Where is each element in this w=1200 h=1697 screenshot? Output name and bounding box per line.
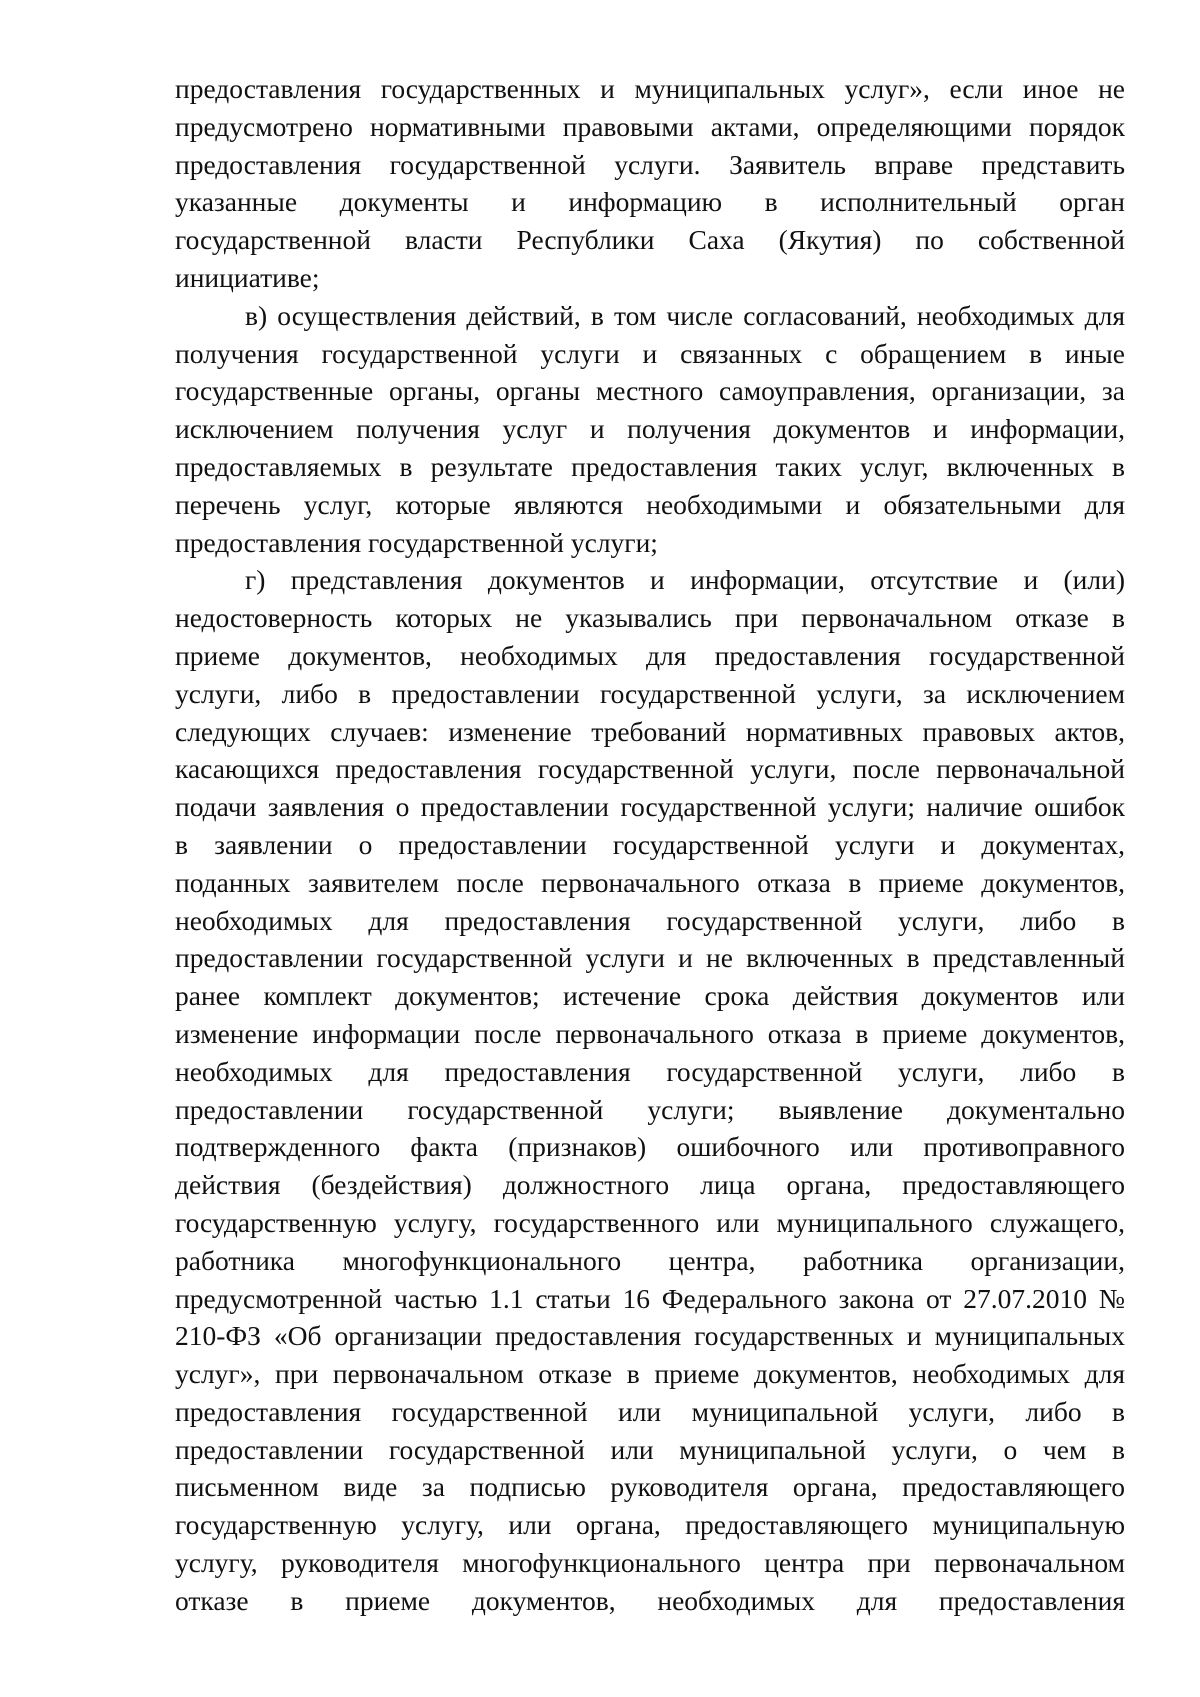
text-line: инициативе; <box>175 261 320 293</box>
text-line: предоставлении государственной услуги и не включенных в представленный <box>175 942 1125 974</box>
text-line: необходимых для предоставления государственной услуги, либо в <box>175 1055 1125 1087</box>
paragraph-v-first-line: в) осуществления действий, в том числе согласований, необходимых для <box>245 299 1125 331</box>
text-line: предоставлении государственной или муниципальной услуги, о чем в <box>175 1433 1125 1465</box>
text-line: услуг», при первоначальном отказе в приеме документов, необходимых для <box>175 1358 1125 1390</box>
text-line: в заявлении о предоставлении государственной услуги и документах, <box>175 828 1125 860</box>
text-line: недостоверность которых не указывались при первоначальном отказе в <box>175 602 1125 634</box>
text-line: предоставления государственной или муниципальной услуги, либо в <box>175 1395 1125 1427</box>
text-line: государственную услугу, или органа, предоставляющего муниципальную <box>175 1509 1125 1541</box>
text-line: исключением получения услуг и получения документов и информации, <box>175 413 1125 445</box>
text-line: изменение информации после первоначального отказа в приеме документов, <box>175 1017 1125 1049</box>
text-line: следующих случаев: изменение требований нормативных правовых актов, <box>175 715 1125 747</box>
text-line: необходимых для предоставления государственной услуги, либо в <box>175 904 1125 936</box>
text-line: поданных заявителем после первоначального отказа в приеме документов, <box>175 866 1125 898</box>
text-line: предоставления государственной услуги; <box>175 526 658 558</box>
text-line: касающихся предоставления государственной услуги, после первоначальной <box>175 753 1125 785</box>
text-line: подтвержденного факта (признаков) ошибочного или противоправного <box>175 1131 1125 1163</box>
text-line: предоставляемых в результате предоставления таких услуг, включенных в <box>175 450 1125 482</box>
text-line: работника многофункционального центра, работника организации, <box>175 1244 1125 1276</box>
text-line: приеме документов, необходимых для предоставления государственной <box>175 639 1125 671</box>
text-line: государственной власти Республики Саха (Якутия) по собственной <box>175 224 1125 256</box>
text-line: предоставления государственных и муниципальных услуг», если иное не <box>175 73 1125 104</box>
text-line: услуги, либо в предоставлении государственной услуги, за исключением <box>175 677 1125 709</box>
text-line: действия (бездействия) должностного лица органа, предоставляющего <box>175 1169 1125 1201</box>
text-line: получения государственной услуги и связанных с обращением в иные <box>175 337 1125 369</box>
document-body <box>175 70 1125 1620</box>
text-line: предоставления государственной услуги. Заявитель вправе представить <box>175 148 1125 180</box>
text-line: ранее комплект документов; истечение срока действия документов или <box>175 980 1125 1012</box>
text-line: подачи заявления о предоставлении государственной услуги; наличие ошибок <box>175 791 1125 823</box>
text-line: государственные органы, органы местного самоуправления, организации, за <box>175 375 1125 407</box>
text-line: указанные документы и информацию в исполнительный орган <box>175 186 1125 218</box>
text-line: услугу, руководителя многофункционального центра при первоначальном <box>175 1547 1125 1579</box>
paragraph-g-first-line: г) представления документов и информации, отсутствие и (или) <box>245 564 1125 596</box>
text-line: государственную услугу, государственного или муниципального служащего, <box>175 1206 1125 1238</box>
text-line: письменном виде за подписью руководителя органа, предоставляющего <box>175 1471 1125 1503</box>
text-line: перечень услуг, которые являются необходимыми и обязательными для <box>175 488 1125 520</box>
text-line: 210-ФЗ «Об организации предоставления государственных и муниципальных <box>175 1320 1125 1352</box>
text-line: предоставлении государственной услуги; выявление документально <box>175 1093 1125 1125</box>
text-line: отказе в приеме документов, необходимых для предоставления <box>175 1584 1125 1616</box>
text-line: предусмотрено нормативными правовыми актами, определяющими порядок <box>175 110 1125 142</box>
text-line: предусмотренной частью 1.1 статьи 16 Федерального закона от 27.07.2010 № <box>175 1282 1125 1314</box>
